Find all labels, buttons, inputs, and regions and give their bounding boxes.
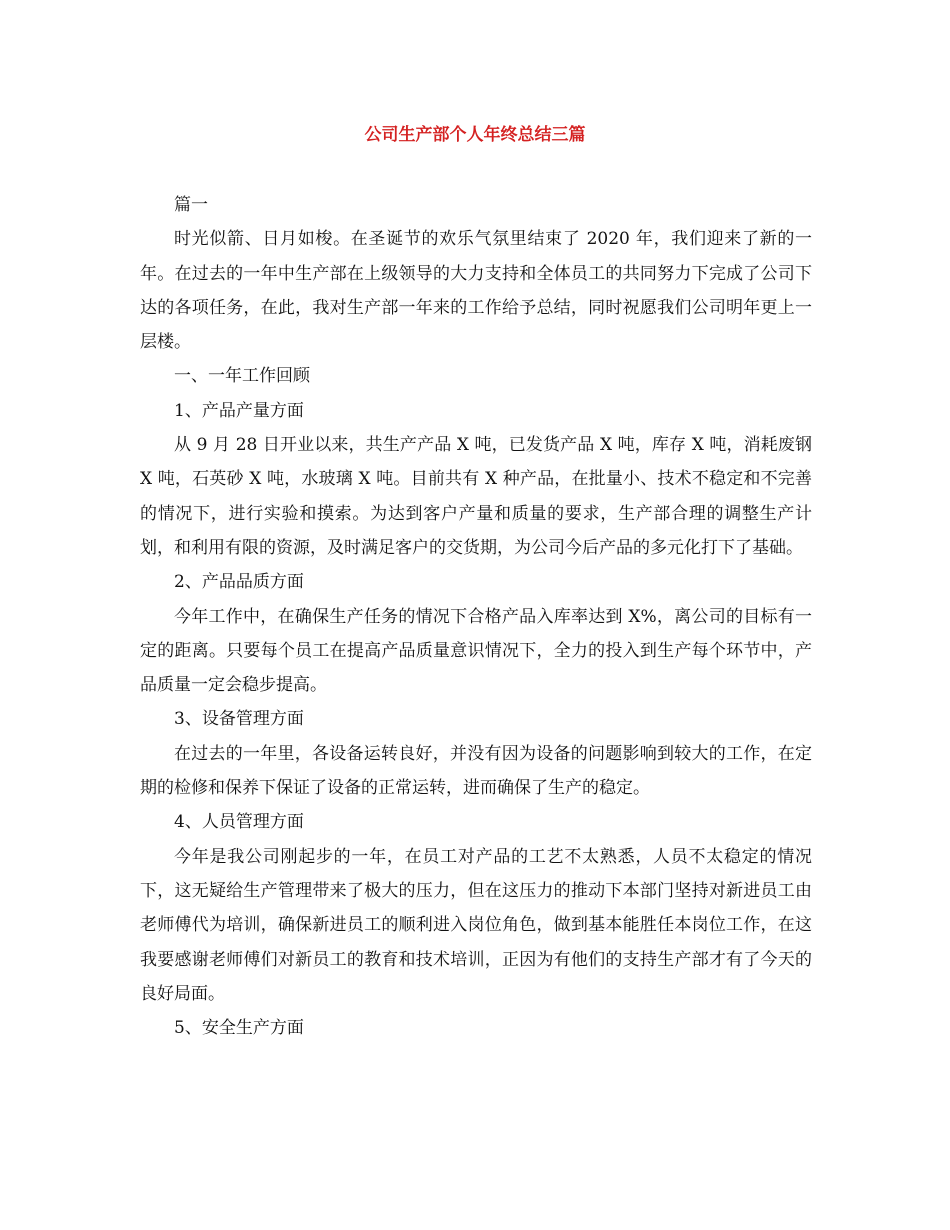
paragraph: 在过去的一年里，各设备运转良好，并没有因为设备的问题影响到较大的工作，在定期的检修和保养下保证了设备的正常运转，进而确保了生产的稳定。 xyxy=(140,743,812,799)
document-body xyxy=(140,188,812,1045)
paragraph: 从 9 月 28 日开业以来，共生产产品 X 吨，已发货产品 X 吨，库存 X 吨，消耗废钢 X 吨，石英砂 X 吨，水玻璃 X 吨。目前共有 X 种产品，在批量小、技术不稳定和不完善的情况下，进行实验和摸索。为达到客户产量和质量的要求，生产部合理的调整生产计划，和利用有限的资源，及时满足客户的交货期，为公司今后产品的多元化打下了基础。 xyxy=(140,435,812,558)
subsection-heading: 5、安全生产方面 xyxy=(174,1018,304,1039)
subsection-heading: 4、人员管理方面 xyxy=(174,812,304,833)
document-title: 公司生产部个人年终总结三篇 xyxy=(364,125,586,145)
paragraph: 时光似箭、日月如梭。在圣诞节的欢乐气氛里结束了 2020 年，我们迎来了新的一年。在过去的一年中生产部在上级领导的大力支持和全体员工的共同努力下完成了公司下达的各项任务，在此，我对生产部一年来的工作给予总结，同时祝愿我们公司明年更上一层楼。 xyxy=(140,229,812,353)
subsection-heading: 3、设备管理方面 xyxy=(174,709,304,730)
subsection-heading: 2、产品品质方面 xyxy=(174,572,304,593)
subsection-heading: 1、产品产量方面 xyxy=(174,400,304,421)
section-heading: 一、一年工作回顾 xyxy=(174,366,310,387)
paragraph: 今年工作中，在确保生产任务的情况下合格产品入库率达到 X%，离公司的目标有一定的距离。只要每个员工在提高产品质量意识情况下，全力的投入到生产每个环节中，产品质量一定会稳步提高。 xyxy=(140,606,812,696)
section-heading: 篇一 xyxy=(174,195,208,215)
paragraph: 今年是我公司刚起步的一年，在员工对产品的工艺不太熟悉，人员不太稳定的情况下，这无疑给生产管理带来了极大的压力，但在这压力的推动下本部门坚持对新进员工由老师傅代为培训，确保新进员工的顺利进入岗位角色，做到基本能胜任本岗位工作，在这我要感谢老师傅们对新员工的教育和技术培训，正因为有他们的支持生产部才有了今天的良好局面。 xyxy=(140,846,812,1004)
